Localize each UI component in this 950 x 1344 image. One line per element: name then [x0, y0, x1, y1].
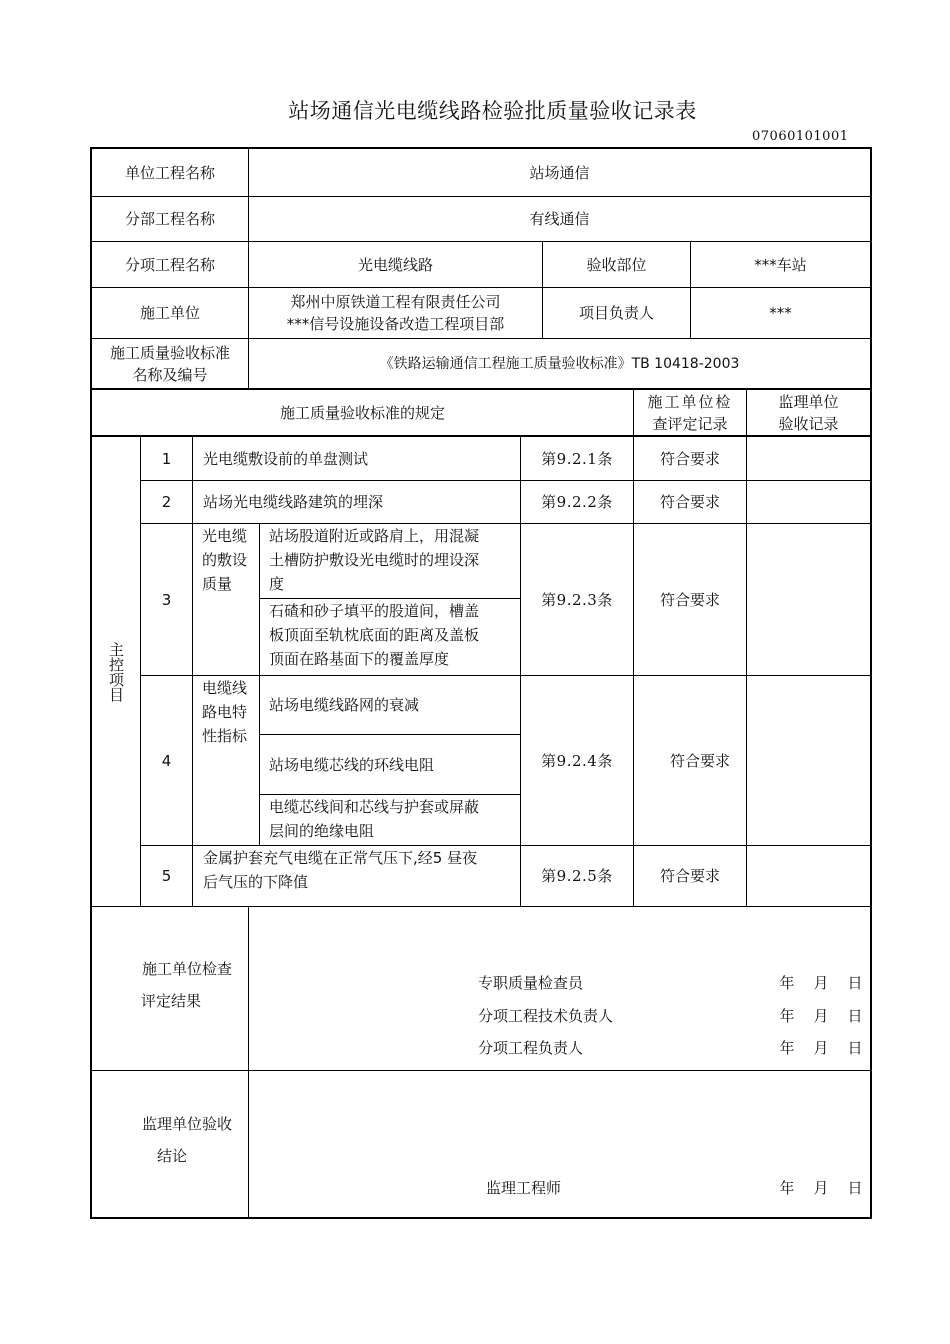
date-month: 月 — [813, 974, 829, 992]
sub-item-line: 度 — [269, 575, 285, 593]
item-description: 光电缆敷设前的单盘测试 — [203, 449, 369, 468]
form-code: 07060101001 — [752, 129, 849, 144]
tech-lead-label: 分项工程技术负责人 — [478, 1007, 614, 1025]
sub-item-line: 站场电缆线路网的衰减 — [269, 696, 420, 714]
item-group-label — [202, 676, 259, 845]
unit-project-value: 站场通信 — [529, 163, 590, 182]
constructor-name-line-1: 郑州中原铁道工程有限责任公司 — [290, 293, 501, 311]
supervisor-result-line-2: 结论 — [156, 1147, 187, 1165]
item-description-line: 后气压的下降值 — [203, 873, 309, 891]
main-control-text: 主控项目 — [107, 641, 125, 702]
item-project-value: 光电缆线路 — [357, 255, 433, 274]
constructor-value — [249, 288, 542, 338]
sub-item-line: 站场股道附近或路肩上，用混凝 — [269, 527, 480, 545]
date-month: 月 — [813, 1179, 829, 1197]
sub-item-line: 电缆芯线间和芯线与护套或屏蔽 — [269, 798, 480, 816]
standard-label-line-1: 施工质量验收标准 — [109, 343, 230, 362]
row-divider — [90, 1070, 872, 1071]
item-no: 5 — [161, 867, 172, 885]
date-day: 日 — [847, 1179, 863, 1197]
item-result: 符合要求 — [659, 867, 720, 885]
contractor-result-line-1: 施工单位检查 — [141, 960, 232, 978]
date-month: 月 — [813, 1007, 829, 1025]
contractor-header-line-2: 查评定记录 — [652, 414, 728, 433]
date-month: 月 — [813, 1039, 829, 1057]
contractor-result-line-2: 评定结果 — [140, 992, 201, 1010]
item-group-label — [202, 524, 259, 675]
sub-item-line: 土槽防护敷设光电缆时的埋设深 — [269, 551, 480, 569]
item-clause: 第9.2.3条 — [541, 590, 613, 609]
date-day: 日 — [847, 1039, 863, 1057]
supervisor-header-line-2: 验收记录 — [778, 414, 839, 433]
supervisor-header-line-1: 监理单位 — [778, 392, 839, 411]
constructor-label: 施工单位 — [139, 304, 200, 322]
group-line: 的敷设 — [202, 551, 248, 569]
date-day: 日 — [847, 974, 863, 992]
sub-item-description — [269, 524, 520, 598]
sub-project-value: 有线通信 — [529, 210, 590, 228]
sub-item-line: 顶面在路基面下的覆盖厚度 — [269, 650, 450, 668]
spec-column-header: 施工质量验收标准的规定 — [279, 403, 445, 422]
item-result: 符合要求 — [659, 449, 720, 468]
sub-item-description — [269, 735, 520, 794]
item-result: 符合要求 — [669, 751, 730, 770]
table-border-right — [870, 147, 872, 1219]
project-lead-label: 分项工程负责人 — [478, 1039, 584, 1057]
sub-item-line: 站场电缆芯线的环线电阻 — [269, 755, 435, 774]
date-year: 年 — [779, 1179, 795, 1197]
item-no: 4 — [161, 751, 172, 770]
pm-value: *** — [769, 304, 792, 322]
sub-item-line: 层间的绝缘电阻 — [269, 822, 375, 840]
item-result: 符合要求 — [659, 493, 720, 511]
page-title: 站场通信光电缆线路检验批质量验收记录表 — [288, 99, 697, 123]
quality-inspector-label: 专职质量检查员 — [478, 974, 584, 992]
supervisor-result-line-1: 监理单位验收 — [141, 1115, 232, 1133]
sub-item-description — [269, 676, 520, 734]
standard-label — [92, 339, 248, 388]
contractor-header-line-1: 施工单位检 — [647, 392, 733, 411]
item-no: 3 — [161, 590, 172, 609]
date-year: 年 — [779, 1039, 795, 1057]
item-result: 符合要求 — [659, 590, 720, 609]
item-clause: 第9.2.4条 — [541, 751, 613, 770]
row-divider — [90, 906, 872, 907]
contractor-result-label — [92, 950, 282, 1020]
unit-project-label: 单位工程名称 — [124, 163, 215, 182]
date-year: 年 — [779, 1007, 795, 1025]
item-no: 1 — [161, 449, 172, 468]
group-line: 路电特 — [202, 703, 248, 721]
item-clause: 第9.2.1条 — [541, 449, 613, 468]
group-line: 质量 — [202, 575, 233, 593]
accept-part-label: 验收部位 — [586, 255, 647, 274]
supervisor-column-header — [747, 390, 870, 435]
supervisor-result-label — [92, 1105, 282, 1175]
col-divider — [259, 523, 260, 845]
sub-item-line: 板顶面至轨枕底面的距离及盖板 — [269, 626, 480, 644]
sub-project-label: 分部工程名称 — [124, 210, 215, 228]
item-clause: 第9.2.2条 — [541, 493, 613, 511]
item-description — [203, 846, 520, 906]
sub-item-description — [269, 795, 520, 845]
item-no: 2 — [161, 493, 172, 511]
standard-label-line-2: 名称及编号 — [132, 365, 208, 384]
sub-item-description — [269, 599, 520, 675]
constructor-name-line-2: ***信号设施设备改造工程项目部 — [286, 315, 505, 333]
group-line: 性指标 — [202, 727, 248, 745]
accept-part-value: ***车站 — [754, 255, 807, 274]
pm-label: 项目负责人 — [578, 304, 654, 322]
standard-value: 《铁路运输通信工程施工质量验收标准》TB 10418-2003 — [379, 355, 740, 372]
sub-item-line: 石碴和砂子填平的股道间，槽盖 — [269, 602, 480, 620]
item-description: 站场光电缆线路建筑的埋深 — [203, 493, 384, 511]
table-border-bottom — [90, 1217, 872, 1219]
contractor-column-header — [634, 390, 746, 435]
main-control-label — [92, 437, 140, 906]
item-description-line: 金属护套充气电缆在正常气压下,经5 昼夜 — [203, 849, 478, 867]
group-line: 电缆线 — [202, 679, 248, 697]
group-line: 光电缆 — [202, 527, 248, 545]
item-clause: 第9.2.5条 — [541, 867, 613, 885]
date-year: 年 — [779, 974, 795, 992]
supervisor-engineer-label: 监理工程师 — [486, 1179, 562, 1197]
item-project-label: 分项工程名称 — [124, 255, 215, 274]
date-day: 日 — [847, 1007, 863, 1025]
